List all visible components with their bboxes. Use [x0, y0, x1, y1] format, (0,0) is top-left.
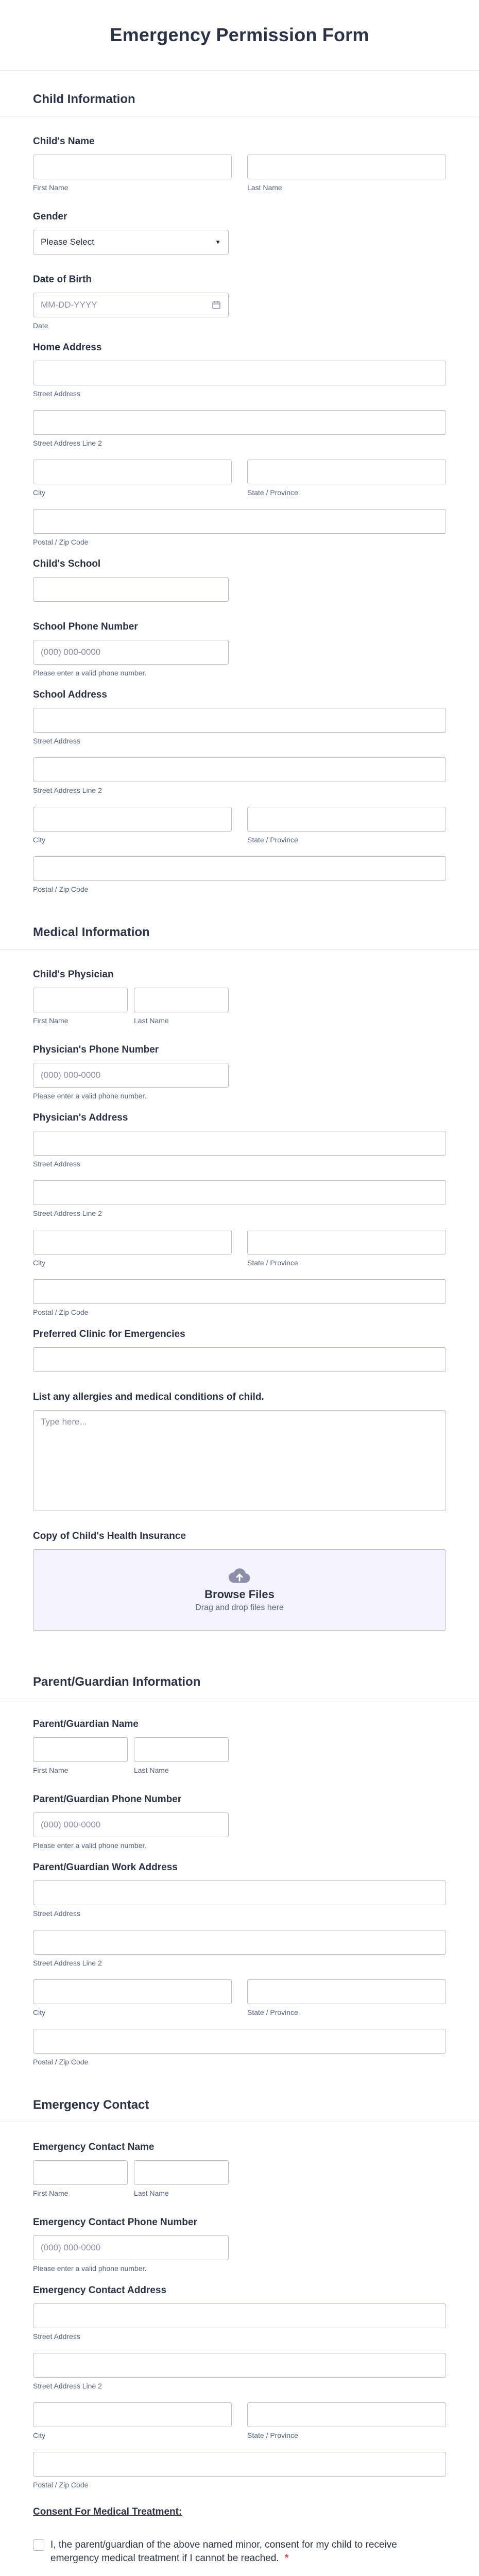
physician-field [33, 969, 446, 1037]
street2-sublabel: Street Address Line 2 [33, 786, 102, 794]
home-state-input[interactable] [247, 460, 446, 484]
guardian-first-name-input[interactable] [33, 1737, 128, 1762]
emergency-phone-input[interactable]: (000) 000-0000 [33, 2235, 229, 2260]
physician-address-label: Physician's Address [33, 1112, 128, 1123]
dob-field [33, 274, 446, 330]
postal-sublabel: Postal / Zip Code [33, 1308, 89, 1316]
work-state-input[interactable] [247, 1979, 446, 2004]
school-city-input[interactable] [33, 807, 232, 832]
city-sublabel: City [33, 488, 46, 497]
street2-sublabel: Street Address Line 2 [33, 439, 102, 447]
dob-label: Date of Birth [33, 274, 92, 285]
first-name-sublabel: First Name [33, 183, 69, 192]
emergency-city-input[interactable] [33, 2402, 232, 2427]
emergency-name-label: Emergency Contact Name [33, 2142, 155, 2153]
school-phone-field [33, 621, 446, 677]
guardian-phone-label: Parent/Guardian Phone Number [33, 1794, 182, 1805]
street2-sublabel: Street Address Line 2 [33, 1209, 102, 1217]
work-postal-input[interactable] [33, 2029, 446, 2054]
clinic-field [33, 1329, 446, 1372]
city-sublabel: City [33, 2431, 46, 2439]
dob-input[interactable] [33, 293, 229, 317]
emergency-postal-input[interactable] [33, 2452, 446, 2477]
school-state-input[interactable] [247, 807, 446, 832]
clinic-input[interactable] [33, 1347, 446, 1372]
state-sublabel: State / Province [247, 488, 298, 497]
form-content [0, 71, 479, 2576]
child-last-name-input[interactable] [247, 155, 446, 179]
childs-school-input[interactable] [33, 577, 229, 602]
phone-hint: Please enter a valid phone number. [33, 669, 147, 677]
state-sublabel: State / Province [247, 2431, 298, 2439]
insurance-label: Copy of Child's Health Insurance [33, 1531, 186, 1541]
emergency-address-label: Emergency Contact Address [33, 2285, 167, 2296]
phone-hint: Please enter a valid phone number. [33, 2264, 147, 2273]
last-name-sublabel: Last Name [134, 1766, 169, 1774]
drag-drop-hint: Drag and drop files here [195, 1603, 284, 1612]
postal-sublabel: Postal / Zip Code [33, 2058, 89, 2066]
consent-checkbox-row [33, 2538, 446, 2565]
school-street-input[interactable] [33, 708, 446, 733]
consent-checkbox[interactable] [33, 2539, 44, 2551]
insurance-field [33, 1531, 446, 1631]
consent-text-wrapper [50, 2538, 446, 2565]
street-sublabel: Street Address [33, 737, 80, 745]
first-name-sublabel: First Name [33, 1016, 69, 1025]
last-name-sublabel: Last Name [134, 2189, 169, 2197]
physician-state-input[interactable] [247, 1230, 446, 1255]
physician-label: Child's Physician [33, 969, 114, 980]
work-street2-input[interactable] [33, 1930, 446, 1955]
guardian-work-address-label: Parent/Guardian Work Address [33, 1862, 178, 1873]
allergies-label: List any allergies and medical conditions of child. [33, 1392, 264, 1402]
state-sublabel: State / Province [247, 836, 298, 844]
child-first-name-input[interactable] [33, 155, 232, 179]
school-address-field [33, 689, 446, 893]
section-child-information: Child Information [0, 81, 479, 116]
gender-label: Gender [33, 211, 67, 222]
childs-name-field [33, 136, 446, 204]
section-medical-information: Medical Information [0, 906, 479, 950]
first-name-sublabel: First Name [33, 1766, 69, 1774]
form-header [0, 0, 479, 71]
street2-sublabel: Street Address Line 2 [33, 1959, 102, 1967]
guardian-phone-input[interactable]: (000) 000-0000 [33, 1812, 229, 1837]
school-phone-label: School Phone Number [33, 621, 138, 632]
school-phone-input[interactable]: (000) 000-0000 [33, 640, 229, 665]
file-upload-dropzone[interactable] [33, 1549, 446, 1631]
section-guardian-information: Parent/Guardian Information [0, 1655, 479, 1699]
work-city-input[interactable] [33, 1979, 232, 2004]
postal-sublabel: Postal / Zip Code [33, 538, 89, 546]
emergency-address-field [33, 2285, 446, 2489]
work-street-input[interactable] [33, 1880, 446, 1905]
physician-street2-input[interactable] [33, 1180, 446, 1205]
form-title: Emergency Permission Form [110, 24, 369, 45]
state-sublabel: State / Province [247, 1259, 298, 1267]
school-address-label: School Address [33, 689, 107, 700]
home-postal-input[interactable] [33, 509, 446, 534]
home-address-label: Home Address [33, 342, 102, 353]
dob-sublabel: Date [33, 321, 48, 330]
required-asterisk: * [284, 2553, 289, 2564]
street-sublabel: Street Address [33, 1909, 80, 1918]
guardian-phone-field [33, 1794, 446, 1850]
city-sublabel: City [33, 2008, 46, 2016]
street-sublabel: Street Address [33, 389, 80, 398]
clinic-label: Preferred Clinic for Emergencies [33, 1329, 185, 1340]
dob-placeholder: MM-DD-YYYY [41, 300, 97, 310]
physician-postal-input[interactable] [33, 1279, 446, 1304]
physician-phone-field [33, 1044, 446, 1100]
home-city-input[interactable] [33, 460, 232, 484]
emergency-last-name-input[interactable] [134, 2160, 229, 2185]
state-sublabel: State / Province [247, 2008, 298, 2016]
guardian-last-name-input[interactable] [134, 1737, 229, 1762]
physician-city-input[interactable] [33, 1230, 232, 1255]
guardian-name-label: Parent/Guardian Name [33, 1719, 139, 1730]
school-postal-input[interactable] [33, 856, 446, 881]
physician-first-name-input[interactable] [33, 988, 128, 1012]
section-emergency-contact: Emergency Contact [0, 2078, 479, 2122]
last-name-sublabel: Last Name [247, 183, 282, 192]
phone-hint: Please enter a valid phone number. [33, 1092, 147, 1100]
street-sublabel: Street Address [33, 2332, 80, 2341]
emergency-phone-label: Emergency Contact Phone Number [33, 2217, 197, 2228]
calendar-icon[interactable] [212, 300, 221, 310]
gender-field [33, 211, 446, 255]
last-name-sublabel: Last Name [134, 1016, 169, 1025]
childs-school-field [33, 558, 446, 602]
physician-phone-label: Physician's Phone Number [33, 1044, 159, 1055]
physician-phone-input[interactable]: (000) 000-0000 [33, 1063, 229, 1088]
street-sublabel: Street Address [33, 1160, 80, 1168]
physician-address-field [33, 1112, 446, 1316]
emergency-first-name-input[interactable] [33, 2160, 128, 2185]
allergies-field [33, 1392, 446, 1511]
cloud-upload-icon [228, 1567, 251, 1585]
home-street2-input[interactable] [33, 410, 446, 435]
emergency-name-field [33, 2142, 446, 2210]
postal-sublabel: Postal / Zip Code [33, 2481, 89, 2489]
emergency-street-input[interactable] [33, 2303, 446, 2328]
city-sublabel: City [33, 1259, 46, 1267]
browse-files-label: Browse Files [204, 1588, 275, 1601]
chevron-down-icon: ▼ [215, 239, 221, 246]
gender-select-value: Please Select [41, 237, 94, 247]
first-name-sublabel: First Name [33, 2189, 69, 2197]
guardian-work-address-field [33, 1862, 446, 2066]
postal-sublabel: Postal / Zip Code [33, 885, 89, 893]
emergency-phone-field [33, 2217, 446, 2273]
consent-title: Consent For Medical Treatment: [33, 2506, 182, 2517]
school-street2-input[interactable] [33, 757, 446, 782]
allergies-textarea[interactable]: Type here... [33, 1410, 446, 1511]
street2-sublabel: Street Address Line 2 [33, 2382, 102, 2390]
guardian-name-field [33, 1719, 446, 1787]
phone-hint: Please enter a valid phone number. [33, 1841, 147, 1850]
emergency-state-input[interactable] [247, 2402, 446, 2427]
city-sublabel: City [33, 836, 46, 844]
childs-name-label: Child's Name [33, 136, 95, 147]
home-street-input[interactable] [33, 361, 446, 385]
home-address-field [33, 342, 446, 546]
physician-last-name-input[interactable] [134, 988, 229, 1012]
gender-select[interactable] [33, 230, 229, 255]
physician-street-input[interactable] [33, 1131, 446, 1156]
emergency-street2-input[interactable] [33, 2353, 446, 2378]
childs-school-label: Child's School [33, 558, 101, 569]
consent-text: I, the parent/guardian of the above named minor, consent for my child to receive emergency medical treatment if I cannot be reached. [50, 2539, 397, 2564]
